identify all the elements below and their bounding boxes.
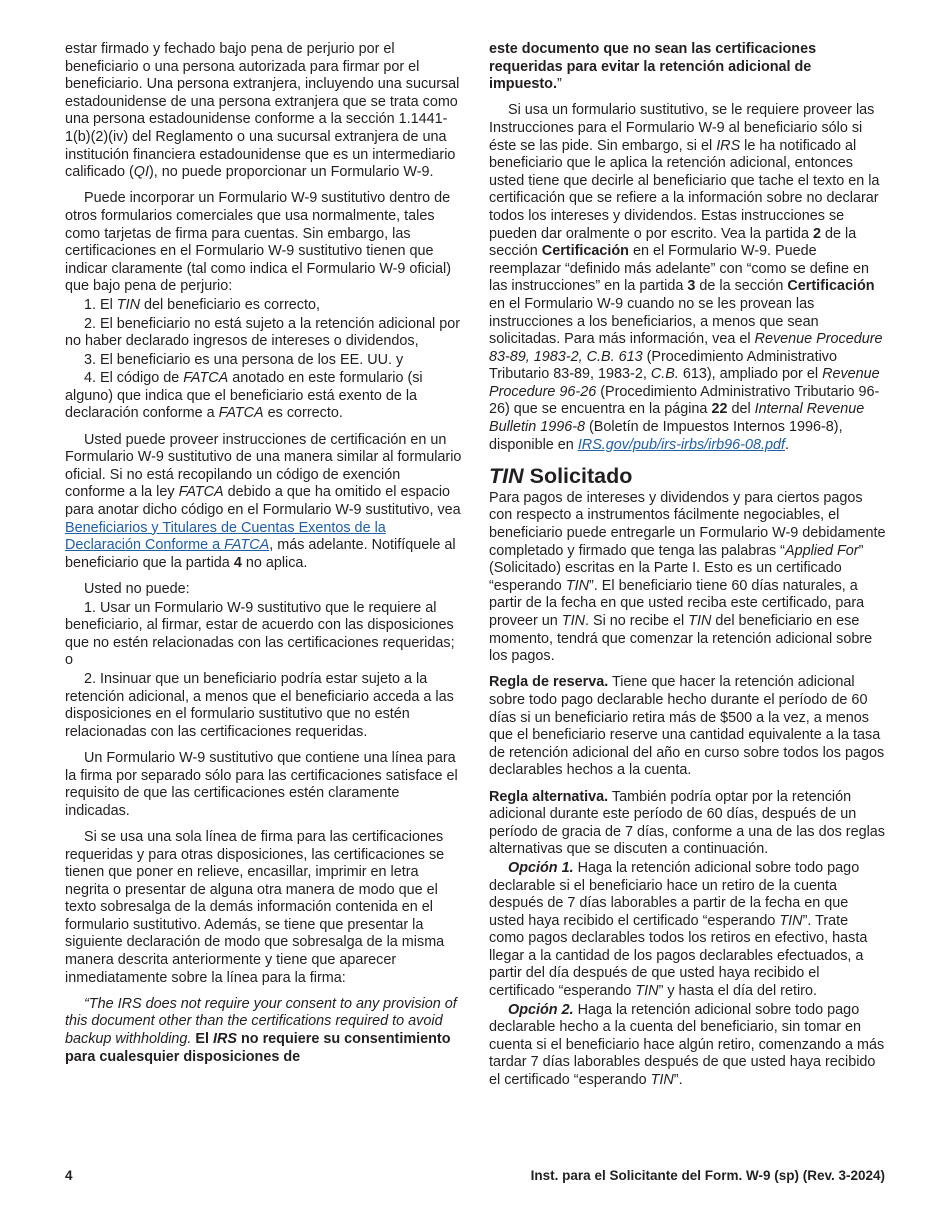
paragraph-single-signature-line: Si se usa una sola línea de firma para las certificaciones requeridas y para otras disposiciones, las certificaciones se tienen que poner en relieve, encasillar, imprimir en letra negrita o presentar de alguna otra manera de modo que el texto sobresalga de la demás información contenida en el formulario sustitutivo. Además, se tiene que presentar la siguiente declaración de modo que sobresalga de la misma manera descrita anteriormente y tiene que aparecer inmediatamente sobre la línea para la firma: [65,828,445,986]
paragraph-certification-instructions: Usted puede proveer instrucciones de certificación en un Formulario W-9 sustitutivo de una manera similar al formulario oficial. Si no está recopilando un código de exención conforme a la ley FATCA debido a que ha omitido el espacio para anotar dicho código en el Formulario W-9 sustitutivo, vea Beneficiarios y Titulares de Cuentas Exentos de la Declaración Conforme a FATCA, más adelante. Notifíquele al beneficiario que la partida 4 no aplica. [65,431,462,571]
paragraph-option-1: Opción 1. Haga la retención adicional sobre todo pago declarable si el beneficiario hace un retiro de la cuenta después de 7 días laborables a partir de la fecha en que usted haya recibido el certificado “esperando TIN”. Trate como pagos declarables todos los retiros en efectivo, hasta llegar a la cantidad de los pagos declarables efectuados, a partir del día después de que usted haya recibido el certificado “esperando TIN” y hasta el día del retiro. [489,859,868,1000]
required-statement-quote: “The IRS does not require your consent to any provision of this document other than the certifications required to avoid backup withholding. El IRS no requiere su consentimiento para cualesquier disposiciones de [65,995,457,1065]
paragraph-reserve-rule: Regla de reserva. Tiene que hacer la retención adicional sobre todo pago declarable hecho durante el período de 60 días si un beneficiario retira más de $500 a la vez, a menos que el beneficiario reserve una cantidad equivalente a la tasa de retención adicional del año en curso sobre todos los pagos declarables hechos a la cuenta. [489,674,885,779]
required-statement-quote-continued: este documento que no sean las certificaciones requeridas para evitar la retención adicional de impuesto.” [489,41,817,93]
paragraph-you-cannot: Usted no puede: [84,581,190,597]
exempt-payees-link[interactable]: Beneficiarios y Titulares de Cuentas Exentos de la Declaración Conforme a FATCA [65,519,386,554]
list-item: 4. El código de FATCA anotado en este formulario (si alguno) que indica que el beneficiario está exento de la declaración conforme a FATCA es correcto. [65,370,423,422]
list-item: 2. Insinuar que un beneficiario podría estar sujeto a la retención adicional, a menos que el beneficiario acceda a las disposiciones en el formulario sustitutivo que no estén relacionadas con las certificaciones requeridas. [65,670,454,740]
section-heading-tin-solicitado: TIN Solicitado [489,463,633,488]
paragraph-foreign-person: estar firmado y fechado bajo pena de perjurio por el beneficiario o una persona autorizada para firmar por el beneficiario. Una persona extranjera, incluyendo una sucursal estadounidense de una persona extranjera que se trata como una persona estadounidense conforme a la sección 1.1441-1(b)(2)(iv) del Reglamento o una sucursal extranjera de una institución financiera estadounidense que es un intermediario calificado (QI), no puede proporcionar un Formulario W-9. [65,41,460,181]
paragraph-applied-for: Para pagos de intereses y dividendos y para ciertos pagos con respecto a instrumentos fácilmente negociables, el beneficiario puede entregarle un Formulario W-9 debidamente completado y firmado que tenga las palabras “Applied For” (Solicitado) escritas en la Parte I. Esto es un certificado “esperando TIN”. El beneficiario tiene 60 días naturales, a partir de la fecha en que usted reciba este certificado, para proveer un TIN. Si no recibe el TIN del beneficiario en ese momento, tendrá que comenzar la retención adicional sobre los pagos. [489,489,886,665]
left-column [65,41,463,1075]
list-item: 3. El beneficiario es una persona de los EE. UU. y [84,351,404,368]
footer-document-title: Inst. para el Solicitante del Form. W-9 (sp) (Rev. 3-2024) [530,1168,885,1183]
list-item: 1. El TIN del beneficiario es correcto, [84,296,320,313]
paragraph-substitute-form: Puede incorporar un Formulario W-9 sustitutivo dentro de otros formularios comerciales que usa normalmente, tales como tarjetas de firma para cuentas. Sin embargo, las certificaciones en el Formulario W-9 sustitutivo tienen que indicar claramente (tal como indica el Formulario W-9 oficial) que bajo pena de perjurio: [65,190,452,295]
page-number: 4 [65,1168,73,1183]
right-column [489,41,887,1098]
paragraph-separate-signature-line: Un Formulario W-9 sustitutivo que contiene una línea para la firma por separado sólo para las certificaciones satisface el requisito de que las certificaciones estén claramente indicadas. [65,749,458,819]
irb-pdf-link[interactable]: IRS.gov/pub/irs-irbs/irb96-08.pdf [577,436,785,453]
paragraph-option-2: Opción 2. Haga la retención adicional sobre todo pago declarable hecho a la cuenta del beneficiario, sin tomar en cuenta si el beneficiario hace algún retiro, comenzando a más tardar 7 días laborables después de que usted haya recibido el certificado “esperando TIN”. [489,1001,885,1089]
list-item: 1. Usar un Formulario W-9 sustitutivo que le requiere al beneficiario, al firmar, estar de acuerdo con las disposiciones que no estén relacionadas con las certificaciones requeridas; o [65,599,455,669]
list-item: 2. El beneficiario no está sujeto a la retención adicional por no haber declarado ingresos de intereses o dividendos, [65,315,460,350]
paragraph-alternative-rule: Regla alternativa. También podría optar por la retención adicional durante este período de 60 días, después de un período de gracia de 7 días, conforme a una de las dos reglas alternativas que se discuten a continuación. [489,788,885,858]
paragraph-provide-instructions: Si usa un formulario sustitutivo, se le requiere proveer las Instrucciones para el Formulario W-9 al beneficiario sólo si éste se las pide. Sin embargo, si el IRS le ha notificado al beneficiario que le aplica la retención adicional, entonces usted tiene que decirle al beneficiario que tache el texto en la certificación que se refiere a la información sobre no declarar todos los intereses y dividendos. Estas instrucciones se pueden dar oralmente o por escrito. Vea la partida 2 de la sección Certificación en el Formulario W-9. Puede reemplazar “definido más adelante” con “como se define en las instrucciones” en la partida 3 de la sección Certificación en el Formulario W-9 cuando no se les provean las instrucciones a los beneficiarios, a menos que sean solicitadas. Para más información, vea el Revenue Procedure 83-89, 1983-2, C.B. 613 (Procedimiento Administrativo Tributario 83-89, 1983-2, C.B. 613), ampliado por el Revenue Procedure 96-26 (Procedimiento Administrativo Tributario 96-26) que se encuentra en la página 22 del Internal Revenue Bulletin 1996-8 (Boletín de Impuestos Internos 1996-8), disponible en IRS.gov/pub/irs-irbs/irb96-08.pdf. [489,102,883,453]
